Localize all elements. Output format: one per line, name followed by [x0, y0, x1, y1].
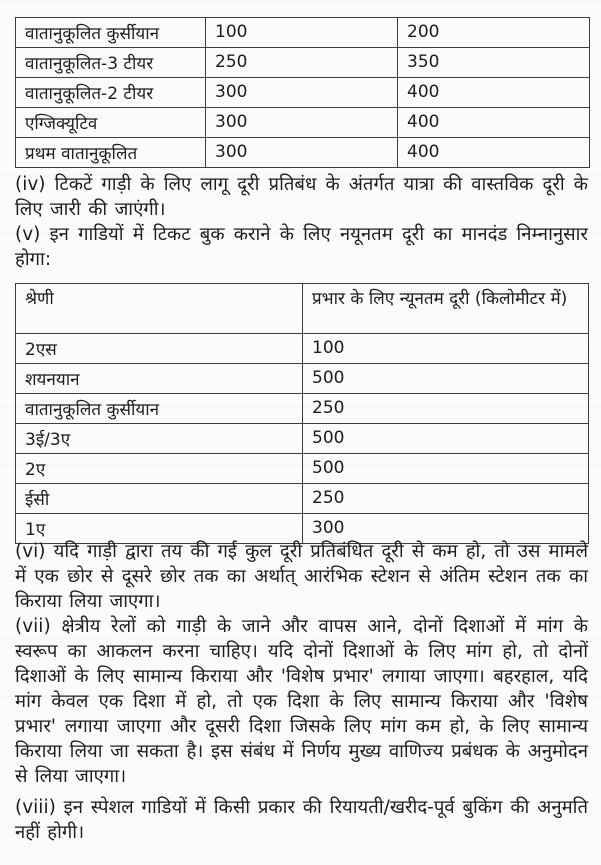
distance-cell: 500 — [303, 424, 589, 454]
fare-table — [15, 17, 590, 168]
min-distance-table — [15, 283, 589, 544]
value-cell: 400 — [398, 138, 590, 168]
value-cell: 100 — [206, 18, 398, 48]
paragraph-iv: (iv) टिकटें गाड़ी के लिए लागू दूरी प्रतिबंध के अंतर्गत यात्रा की वास्तविक दूरी के लिए जारी की जाएंगी। — [15, 174, 588, 220]
paragraph-vii: (vii) क्षेत्रीय रेलों को गाड़ी के जाने और वापस आने, दोनों दिशाओं में मांग के स्वरूप का आकलन करना चाहिए। यदि दोनों दिशाओं के लिए मांग हो, तो दोनों दिशाओं के लिए सामान्य किराया और 'विशेष प्रभार' लगाया जाएगा। बहरहाल, यदि मांग केवल एक दिशा में हो, तो एक दिशा के लिए सामान्य किराया और 'विशेष प्रभार' लगाया जाएगा और दूसरी दिशा जिसके लिए मांग कम हो, के लिए सामान्य किराया लिया जा सकता है। इस संबंध में निर्णय मुख्य वाणिज्य प्रबंधक के अनुमोदन से लिया जाएगा। — [15, 616, 588, 787]
paragraph-vi: (vi) यदि गाड़ी द्वारा तय की गई कुल दूरी प्रतिबंधित दूरी से कम हो, तो उस मामले में एक छोर से दूसरे छोर तक का अर्थात् आरंभिक स्टेशन से अंतिम स्टेशन तक का किराया लिया जाएगा। — [15, 541, 588, 612]
distance-column-header: प्रभार के लिए न्यूनतम दूरी (किलोमीटर में) — [303, 284, 589, 334]
table-row — [16, 18, 590, 48]
distance-cell: 100 — [303, 334, 589, 364]
distance-cell: 500 — [303, 364, 589, 394]
class-cell: वातानुकूलित कुर्सीयान — [16, 394, 303, 424]
class-column-header: श्रेणी — [16, 284, 303, 334]
table-row — [16, 48, 590, 78]
class-cell: वातानुकूलित कुर्सीयान — [16, 18, 206, 48]
value-cell: 300 — [206, 108, 398, 138]
table-row — [16, 138, 590, 168]
distance-cell: 500 — [303, 454, 589, 484]
class-cell: वातानुकूलित-3 टीयर — [16, 48, 206, 78]
class-cell: 2एस — [16, 334, 303, 364]
class-cell: ईसी — [16, 484, 303, 514]
class-cell: वातानुकूलित-2 टीयर — [16, 78, 206, 108]
table-row — [16, 78, 590, 108]
class-cell: 3ई/3ए — [16, 424, 303, 454]
class-cell: 1ए — [16, 514, 303, 544]
value-cell: 300 — [206, 138, 398, 168]
table-row — [16, 424, 589, 454]
distance-cell: 300 — [303, 514, 589, 544]
value-cell: 350 — [398, 48, 590, 78]
table-row — [16, 394, 589, 424]
class-cell: एग्जिक्यूटिव — [16, 108, 206, 138]
paragraph-v: (v) इन गाडियों में टिकट बुक कराने के लिए नयूनतम दूरी का मानदंड निम्नानुसार होगा: — [15, 224, 588, 270]
table-row — [16, 454, 589, 484]
distance-cell: 250 — [303, 394, 589, 424]
table-header-row — [16, 284, 589, 334]
table-row — [16, 484, 589, 514]
value-cell: 300 — [206, 78, 398, 108]
class-cell: शयनयान — [16, 364, 303, 394]
distance-cell: 250 — [303, 484, 589, 514]
value-cell: 400 — [398, 78, 590, 108]
value-cell: 200 — [398, 18, 590, 48]
class-cell: 2ए — [16, 454, 303, 484]
table-row — [16, 364, 589, 394]
value-cell: 250 — [206, 48, 398, 78]
table-row — [16, 334, 589, 364]
table-row — [16, 108, 590, 138]
class-cell: प्रथम वातानुकूलित — [16, 138, 206, 168]
value-cell: 400 — [398, 108, 590, 138]
paragraph-viii: (viii) इन स्पेशल गाडियों में किसी प्रकार की रियायती/खरीद-पूर्व बुकिंग की अनुमति नहीं होगी। — [15, 797, 588, 843]
